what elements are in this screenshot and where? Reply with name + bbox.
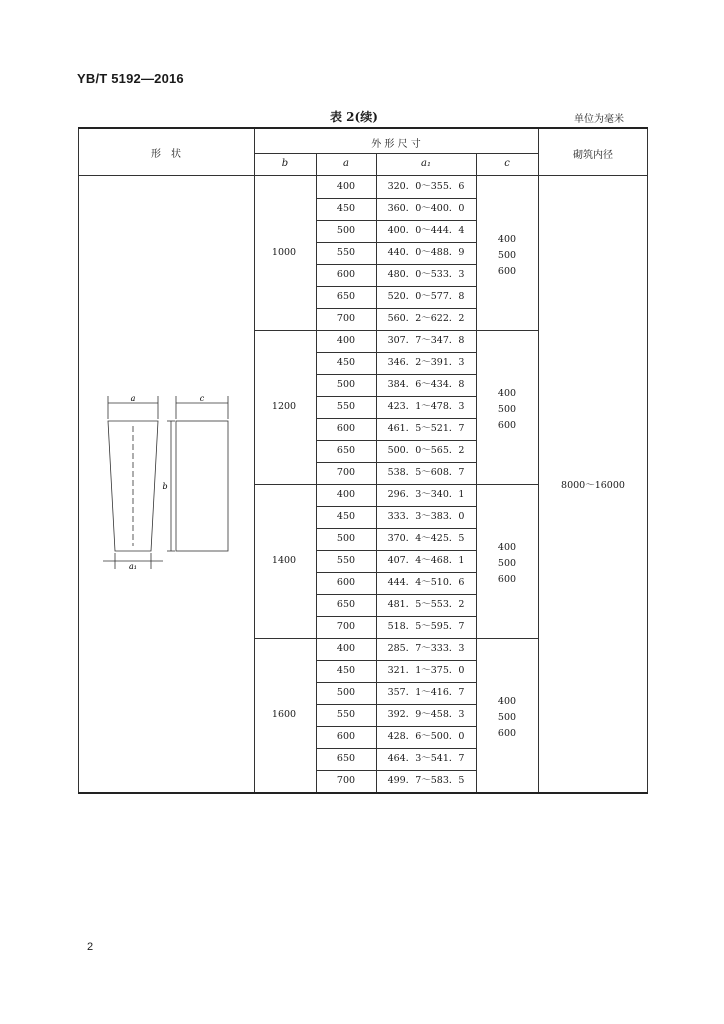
cell-a1: 440．0～488．9 [387, 247, 465, 258]
cell-a: 700 [336, 775, 356, 786]
cell-a: 550 [336, 555, 356, 566]
row-separator [316, 220, 476, 221]
cell-a1: 423．1～478．3 [387, 401, 465, 412]
cell-a1: 444．4～510．6 [387, 577, 465, 588]
c-value: 500 [497, 404, 517, 415]
b-value: 1000 [271, 247, 297, 258]
cell-a1: 346．2～391．3 [387, 357, 465, 368]
row-separator [316, 704, 476, 705]
c-value: 600 [497, 266, 517, 277]
b-value: 1600 [271, 709, 297, 720]
divider-shape-column [254, 129, 255, 792]
cell-a: 600 [336, 423, 356, 434]
row-separator [316, 396, 476, 397]
dim-label-a1: a₁ [129, 562, 137, 571]
cell-a: 550 [336, 401, 356, 412]
row-separator [316, 528, 476, 529]
row-separator [316, 682, 476, 683]
cell-a: 700 [336, 313, 356, 324]
cell-a1: 384．6～434．8 [387, 379, 465, 390]
row-separator [316, 264, 476, 265]
cell-a1: 360．0～400．0 [387, 203, 465, 214]
cell-a: 400 [336, 643, 356, 654]
cell-a: 450 [336, 203, 356, 214]
row-separator [316, 594, 476, 595]
header-subdivider [254, 153, 538, 154]
header-inner-diameter: 砌筑内径 [573, 150, 613, 161]
row-separator [316, 418, 476, 419]
row-separator [316, 506, 476, 507]
table-left-border [78, 129, 79, 792]
cell-a: 450 [336, 511, 356, 522]
row-separator [316, 462, 476, 463]
cell-a1: 357．1～416．7 [387, 687, 465, 698]
row-separator [316, 308, 476, 309]
cell-a: 400 [336, 181, 356, 192]
header-a: a [343, 158, 349, 169]
brick-shape-drawing [103, 391, 233, 571]
table-caption: 表 2(续) [330, 110, 378, 124]
cell-a1: 481．5～553．2 [387, 599, 465, 610]
cell-a1: 392．9～458．3 [387, 709, 465, 720]
side-view-outline [176, 421, 228, 551]
cell-a1: 500．0～565．2 [387, 445, 465, 456]
cell-a: 650 [336, 753, 356, 764]
cell-a1: 461．5～521．7 [387, 423, 465, 434]
dim-label-c: c [199, 394, 205, 403]
cell-a: 650 [336, 291, 356, 302]
cell-a1: 407．4～468．1 [387, 555, 465, 566]
cell-a: 600 [336, 577, 356, 588]
row-separator [316, 198, 476, 199]
cell-a: 500 [336, 533, 356, 544]
dim-label-b: b [162, 482, 168, 491]
cell-a1: 499．7～583．5 [387, 775, 465, 786]
header-shape: 形 状 [151, 149, 181, 160]
c-value: 400 [497, 696, 517, 707]
standard-number: YB/T 5192—2016 [77, 71, 184, 86]
cell-a: 700 [336, 467, 356, 478]
c-values [478, 386, 536, 434]
header-dimensions: 外 形 尺 寸 [371, 139, 421, 150]
cell-a: 400 [336, 489, 356, 500]
cell-a: 700 [336, 621, 356, 632]
cell-a: 400 [336, 335, 356, 346]
c-value: 400 [497, 542, 517, 553]
c-value: 600 [497, 420, 517, 431]
dimension-table [78, 127, 648, 794]
c-values [478, 540, 536, 588]
cell-a1: 464．3～541．7 [387, 753, 465, 764]
cell-a1: 520．0～577．8 [387, 291, 465, 302]
cell-a1: 518．5～595．7 [387, 621, 465, 632]
cell-a: 450 [336, 357, 356, 368]
row-separator [316, 374, 476, 375]
cell-a1: 296．3～340．1 [387, 489, 465, 500]
c-value: 500 [497, 712, 517, 723]
c-value: 400 [497, 234, 517, 245]
cell-a1: 321．1～375．0 [387, 665, 465, 676]
cell-a1: 333．3～383．0 [387, 511, 465, 522]
c-values [478, 232, 536, 280]
row-separator [316, 726, 476, 727]
cell-a1: 480．0～533．3 [387, 269, 465, 280]
row-separator [316, 770, 476, 771]
inner-diameter-value: 8000～16000 [561, 480, 625, 491]
cell-a: 600 [336, 731, 356, 742]
row-separator [316, 286, 476, 287]
row-separator [316, 660, 476, 661]
row-separator [316, 748, 476, 749]
dim-label-a: a [130, 394, 136, 403]
cell-a: 500 [336, 379, 356, 390]
c-values [478, 694, 536, 742]
row-separator [316, 242, 476, 243]
cell-a: 450 [336, 665, 356, 676]
c-value: 500 [497, 250, 517, 261]
c-value: 500 [497, 558, 517, 569]
header-a1: a₁ [421, 158, 431, 169]
cell-a1: 320．0～355．6 [387, 181, 465, 192]
header-b: b [281, 158, 289, 169]
cell-a1: 285．7～333．3 [387, 643, 465, 654]
b-value: 1200 [271, 401, 297, 412]
b-value: 1400 [271, 555, 297, 566]
row-separator [316, 550, 476, 551]
cell-a1: 428．6～500．0 [387, 731, 465, 742]
c-value: 400 [497, 388, 517, 399]
cell-a1: 538．5～608．7 [387, 467, 465, 478]
cell-a1: 560．2～622．2 [387, 313, 465, 324]
row-separator [316, 572, 476, 573]
row-separator [316, 352, 476, 353]
c-value: 600 [497, 574, 517, 585]
cell-a: 650 [336, 445, 356, 456]
divider-diameter-column [538, 129, 539, 792]
table-right-border [647, 129, 648, 792]
row-separator [316, 616, 476, 617]
cell-a: 500 [336, 225, 356, 236]
cell-a1: 370．4～425．5 [387, 533, 465, 544]
cell-a1: 400．0～444．4 [387, 225, 465, 236]
cell-a: 500 [336, 687, 356, 698]
unit-note: 单位为毫米 [574, 114, 624, 125]
cell-a: 550 [336, 247, 356, 258]
cell-a: 550 [336, 709, 356, 720]
page-number: 2 [87, 941, 94, 953]
cell-a1: 307．7～347．8 [387, 335, 465, 346]
row-separator [316, 440, 476, 441]
c-value: 600 [497, 728, 517, 739]
divider-a1-c [476, 153, 477, 792]
header-c: c [504, 158, 510, 169]
cell-a: 650 [336, 599, 356, 610]
cell-a: 600 [336, 269, 356, 280]
